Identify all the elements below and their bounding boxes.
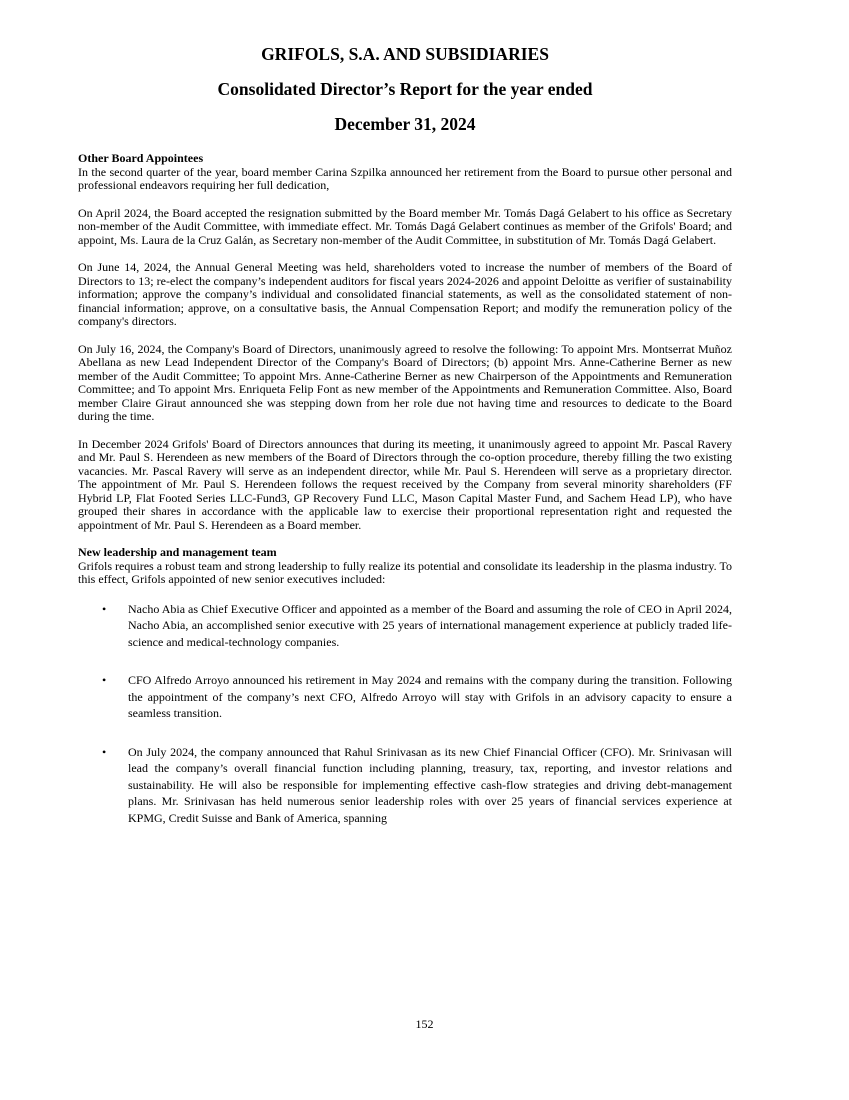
page-number: 152	[415, 1017, 434, 1031]
executive-list	[78, 601, 732, 827]
bullet-icon: •	[102, 744, 107, 759]
list-item-text: CFO Alfredo Arroyo announced his retirement in May 2024 and remains with the company during the transition. Following the appointment of the company’s next CFO, Alfredo Arroyo will stay with Grifols in an advisory capacity to ensure a seamless transition.	[128, 673, 732, 720]
paragraph: In the second quarter of the year, board member Carina Szpilka announced her retirement from the Board to pursue other personal and professional endeavors requiring her full dedication,	[78, 164, 732, 192]
report-date: December 31, 2024	[334, 114, 476, 134]
section-heading-leadership: New leadership and management team	[78, 545, 277, 559]
list-item	[78, 672, 732, 722]
section-heading-board: Other Board Appointees	[78, 151, 204, 165]
paragraph: On June 14, 2024, the Annual General Meeting was held, shareholders voted to increase the number of members of the Board of Directors to 13; re-elect the company’s independent auditors for fiscal years 2024-2026 and appoint Deloitte as verifier of sustainability information; approve the company’s individual and consolidated financial statements, as well as the consolidated statement of non-financial information; approve, on a consultative basis, the Annual Compensation Report; and modify the remuneration policy of the company's directors.	[78, 260, 732, 328]
document-page	[78, 42, 732, 848]
bullet-icon: •	[102, 601, 107, 616]
bullet-icon: •	[102, 673, 107, 687]
list-item	[78, 601, 732, 651]
list-item	[78, 744, 732, 827]
list-item-text: Nacho Abia as Chief Executive Officer and appointed as a member of the Board and assuming the role of CEO in April 2024, Nacho Abia, an accomplished senior executive with 25 years of international management experience at publicly traded life-science and medical-technology companies.	[128, 601, 732, 649]
paragraph: On July 16, 2024, the Company's Board of Directors, unanimously agreed to resolve the following: To appoint Mrs. Montserrat Muñoz Abellana as new Lead Independent Director of the Company's Board of Directors; (b) appoint Mrs. Anne-Catherine Berner as new member of the Audit Committee; To appoint Mrs. Anne-Catherine Berner as new Chairperson of the Appointments and Remuneration Committee; and To appoint Mrs. Enriqueta Felip Font as new member of the Appointments and Remuneration Committee. Also, Board member Claire Giraut announced she was stepping down from her role due not having time and resources to dedicate to the Board during the time.	[78, 341, 732, 423]
list-item-text: On July 2024, the company announced that Rahul Srinivasan as its new Chief Financial Officer (CFO). Mr. Srinivasan will lead the company’s overall financial function including planning, treasury, tax, reporting, and investor relations and sustainability. He will also be responsible for implementing effective cash-flow strategies and driving debt-management plans. Mr. Srinivasan has held numerous senior leadership roles with over 25 years of financial services experience at KPMG, Credit Suisse and Bank of America, spanning	[128, 744, 732, 825]
paragraph: Grifols requires a robust team and strong leadership to fully realize its potential and consolidate its leadership in the plasma industry. To this effect, Grifols appointed of new senior executives included:	[78, 558, 732, 586]
company-title: GRIFOLS, S.A. AND SUBSIDIARIES	[261, 44, 549, 64]
report-title: Consolidated Director’s Report for the year ended	[217, 79, 593, 99]
paragraph: On April 2024, the Board accepted the resignation submitted by the Board member Mr. Tomás Dagá Gelabert to his office as Secretary non-member of the Audit Committee, with immediate effect. Mr. Tomás Dagá Gelabert continues as member of the Grifols' Board; and appoint, Ms. Laura de la Cruz Galán, as Secretary non-member of the Audit Committee, in substitution of Mr. Tomás Dagá Gelabert.	[78, 205, 732, 247]
paragraph: In December 2024 Grifols' Board of Directors announces that during its meeting, it unanimously agreed to appoint Mr. Pascal Ravery and Mr. Paul S. Herendeen as new members of the Board of Directors through the co-option procedure, thereby filling the two existing vacancies. Mr. Pascal Ravery will serve as an independent director, while Mr. Paul S. Herendeen will serve as a proprietary director. The appointment of Mr. Paul S. Herendeen follows the request received by the Company from several minority shareholders (FF Hybrid LP, Flat Footed Series LLC-Fund3, GP Recovery Fund LLC, Mason Capital Master Fund, and Sachem Head LP), who have grouped their shares in accordance with the applicable law to exercise their proportional representation right and requested the appointment of Mr. Paul S. Herendeen as a Board member.	[78, 436, 732, 532]
